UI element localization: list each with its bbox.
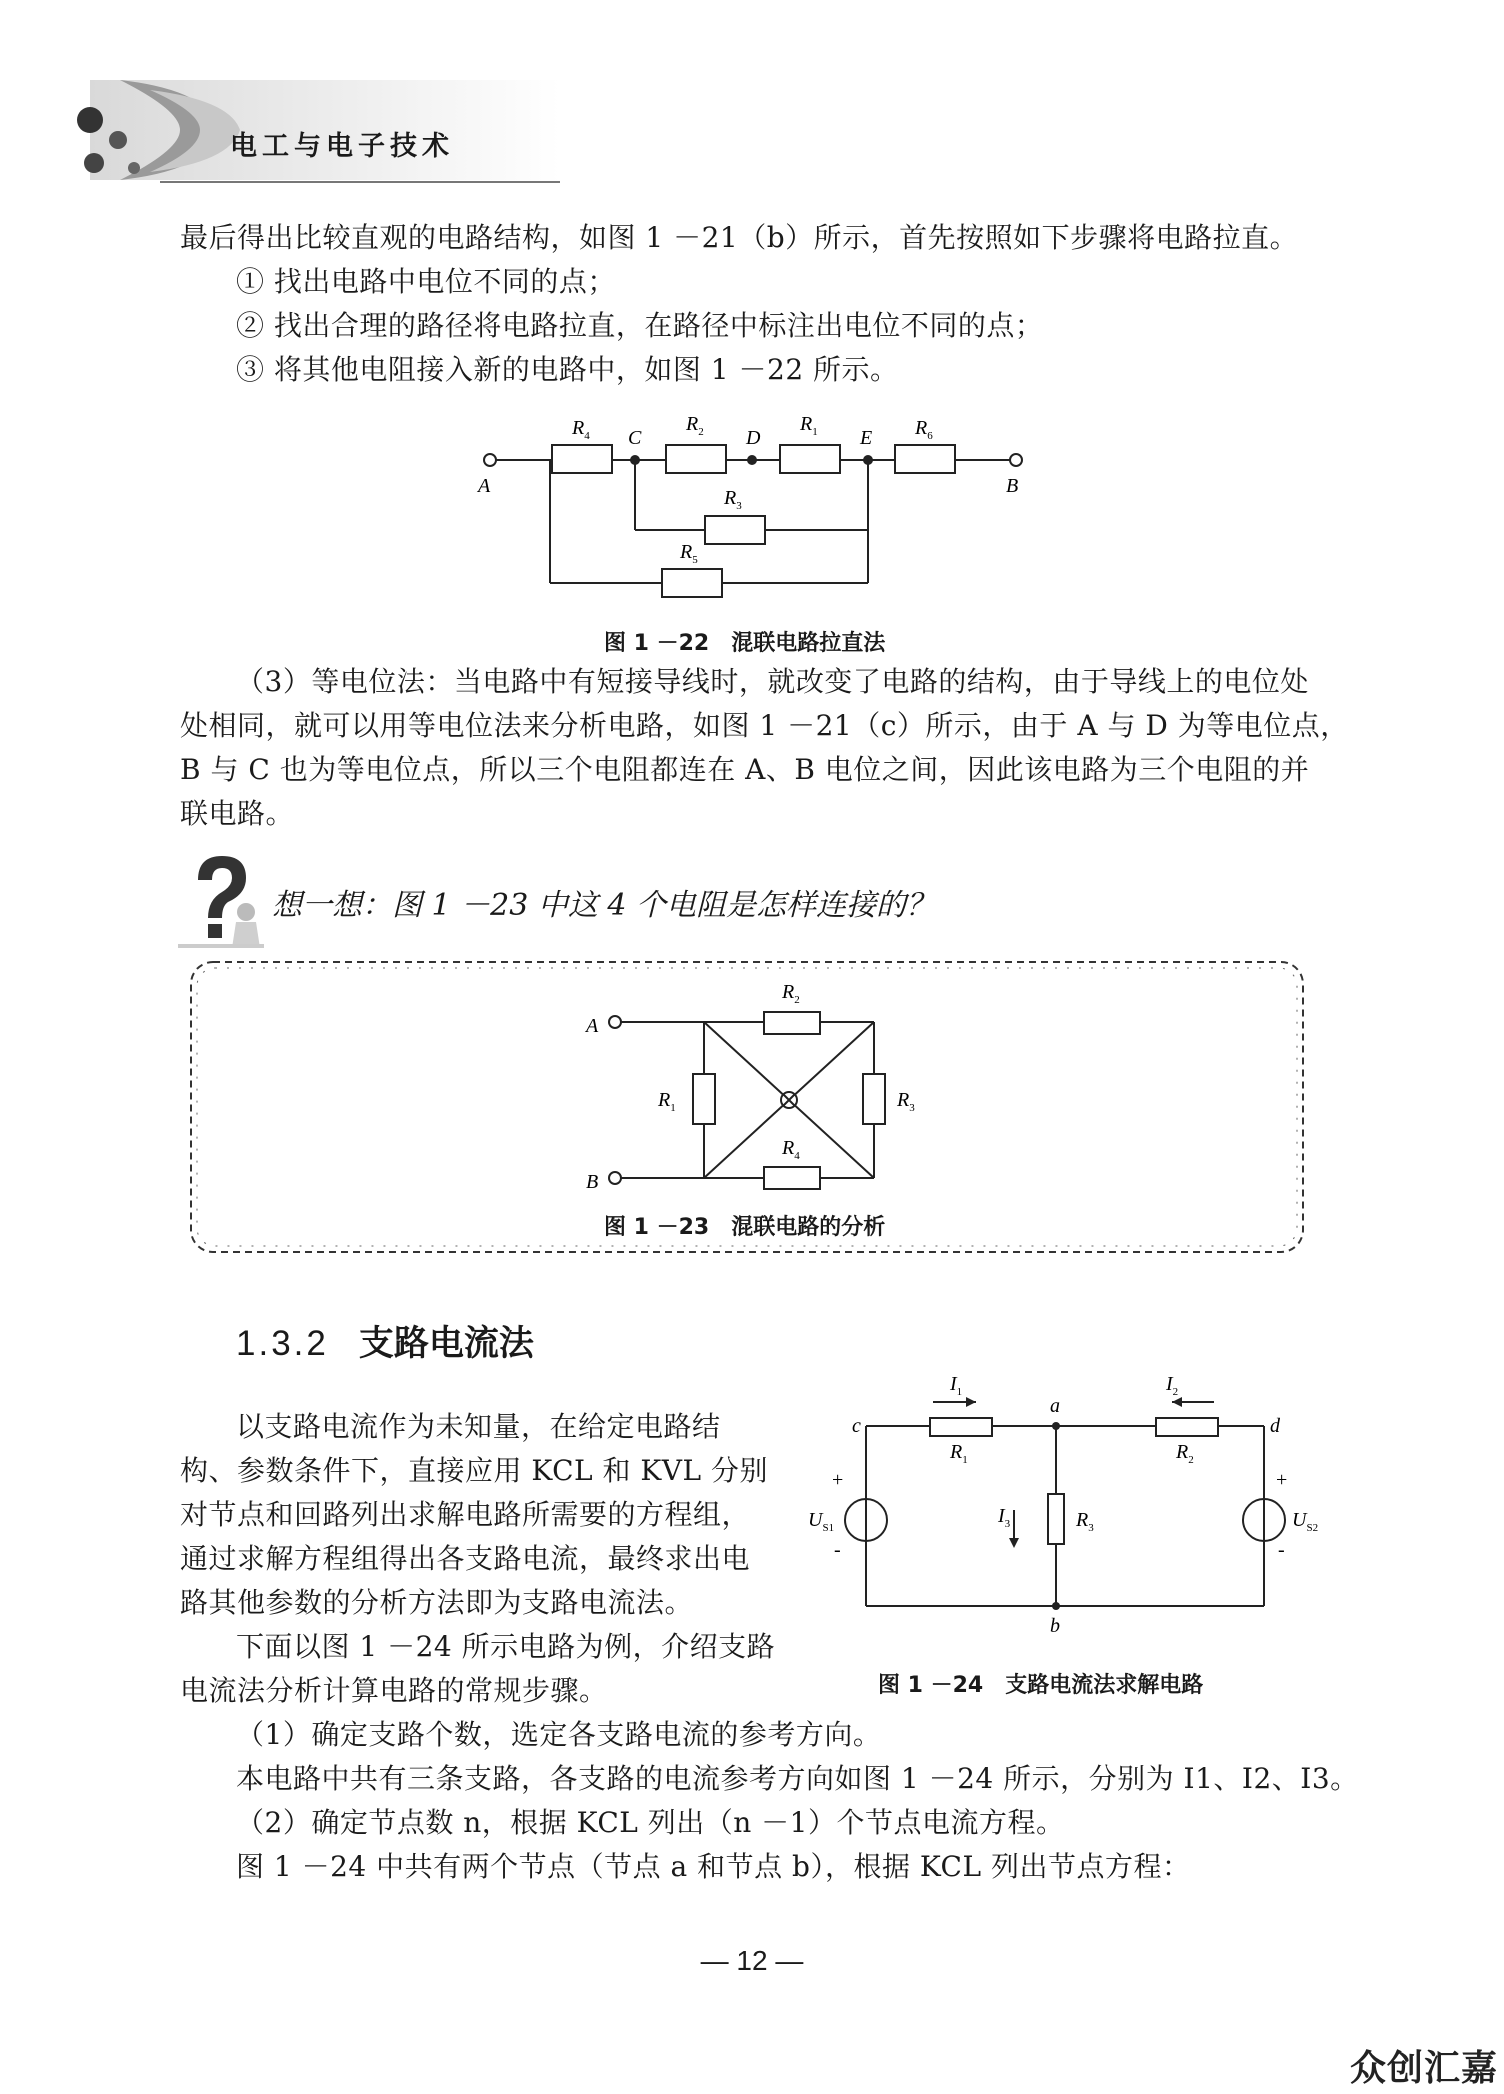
text-line: ② 找出合理的路径将电路拉直，在路径中标注出电位不同的点； [236,309,1044,342]
paragraph-equipotential [180,660,1349,836]
node-label-A: A [478,475,491,497]
resistor-label-r1: $R_1$ [800,413,818,438]
figure-1-22-circuit [470,400,1040,600]
polarity-plus: + [1276,1469,1288,1491]
node-label-c: c [852,1415,861,1437]
resistor-label-r5: $R_5$ [680,541,698,566]
text-line: ③ 将其他电阻接入新的电路中，如图 1 －22 所示。 [236,353,899,386]
text-line: 图 1 －24 中共有两个节点（节点 a 和节点 b），根据 KCL 列出节点方程： [236,1850,1191,1883]
text-line: 构、参数条件下，直接应用 KCL 和 KVL 分别 [180,1454,769,1487]
text-line: B 与 C 也为等电位点，所以三个电阻都连在 A、B 电位之间，因此该电路为三个电阻的并 [180,753,1310,786]
polarity-minus: - [834,1539,841,1561]
resistor-label-r4: $R_4$ [572,417,590,442]
header [60,70,560,190]
source-label-us1: $U_{S1}$ [808,1509,835,1534]
paragraph-branch-current-intro [180,1405,775,1713]
resistor-label-r6: $R_6$ [915,417,933,442]
source-label-us2: $U_{S2}$ [1292,1509,1319,1534]
section-title: 支路电流法 [358,1323,534,1364]
section-number: 1.3.2 [236,1324,329,1363]
watermark: 众创汇嘉 [1350,2048,1499,2089]
resistor-label-r1: $R_1$ [950,1441,968,1466]
current-label-i1: $I_1$ [950,1373,963,1398]
node-label-d: d [1270,1415,1280,1437]
node-label-B: B [1006,475,1019,497]
current-label-i2: $I_2$ [1166,1373,1179,1398]
node-label-B: B [586,1171,599,1193]
section-heading [236,1316,534,1366]
text-line: 电流法分析计算电路的常规步骤。 [180,1674,608,1707]
figure-1-23-circuit [560,968,920,1196]
resistor-label-r1: $R_1$ [658,1089,676,1114]
figure-1-24-caption: 图 1 －24 支路电流法求解电路 [878,1673,1204,1698]
node-label-b: b [1050,1615,1060,1637]
node-label-C: C [628,427,642,449]
text-line: 对节点和回路列出求解电路所需要的方程组， [180,1498,751,1531]
resistor-label-r3: $R_3$ [1076,1509,1094,1534]
text-line: 联电路。 [180,797,295,830]
text-line: 下面以图 1 －24 所示电路为例，介绍支路 [236,1630,776,1663]
figure-1-23-caption: 图 1 －23 混联电路的分析 [604,1215,886,1240]
node-label-A: A [586,1015,599,1037]
node-label-a: a [1050,1395,1060,1417]
figure-1-24-circuit [800,1360,1330,1640]
text-line: ① 找出电路中电位不同的点； [236,265,616,298]
text-line: （2）确定节点数 n，根据 KCL 列出（n －1）个节点电流方程。 [236,1806,1065,1839]
paragraph-steps-branch [180,1713,1359,1889]
node-label-D: D [746,427,761,449]
resistor-label-r2: $R_2$ [782,981,800,1006]
text-line: 最后得出比较直观的电路结构，如图 1 －21（b）所示，首先按照如下步骤将电路拉直。 [180,221,1299,254]
resistor-label-r2: $R_2$ [686,413,704,438]
text-line: 以支路电流作为未知量，在给定电路结 [236,1410,721,1443]
paragraph-steps [180,216,1298,392]
text-line: 路其他参数的分析方法即为支路电流法。 [180,1586,694,1619]
book-title: 电工与电子技术 [230,131,454,162]
text-line: 本电路中共有三条支路，各支路的电流参考方向如图 1 －24 所示，分别为 I1、I2、I3。 [236,1762,1359,1795]
text-line: 通过求解方程组得出各支路电流，最终求出电 [180,1542,751,1575]
text-line: 处相同，就可以用等电位法来分析电路，如图 1 －21（c）所示，由于 A 与 D 为等电位点， [180,709,1349,742]
node-label-E: E [860,427,873,449]
figure-1-22-caption: 图 1 －22 混联电路拉直法 [604,631,886,656]
page-number: — 12 — [700,1945,804,1976]
polarity-plus: + [832,1469,844,1491]
think-question: 想一想：图 1 －23 中这 4 个电阻是怎样连接的？ [272,888,937,923]
resistor-label-r2: $R_2$ [1176,1441,1194,1466]
resistor-label-r3: $R_3$ [897,1089,915,1114]
text-line: （3）等电位法：当电路中有短接导线时，就改变了电路的结构，由于导线上的电位处 [236,665,1309,698]
current-label-i3: $I_3$ [998,1505,1011,1530]
polarity-minus: - [1278,1539,1285,1561]
question-mark-icon [178,850,264,950]
resistor-label-r4: $R_4$ [782,1137,800,1162]
text-line: （1）确定支路个数，选定各支路电流的参考方向。 [236,1718,882,1751]
resistor-label-r3: $R_3$ [724,487,742,512]
